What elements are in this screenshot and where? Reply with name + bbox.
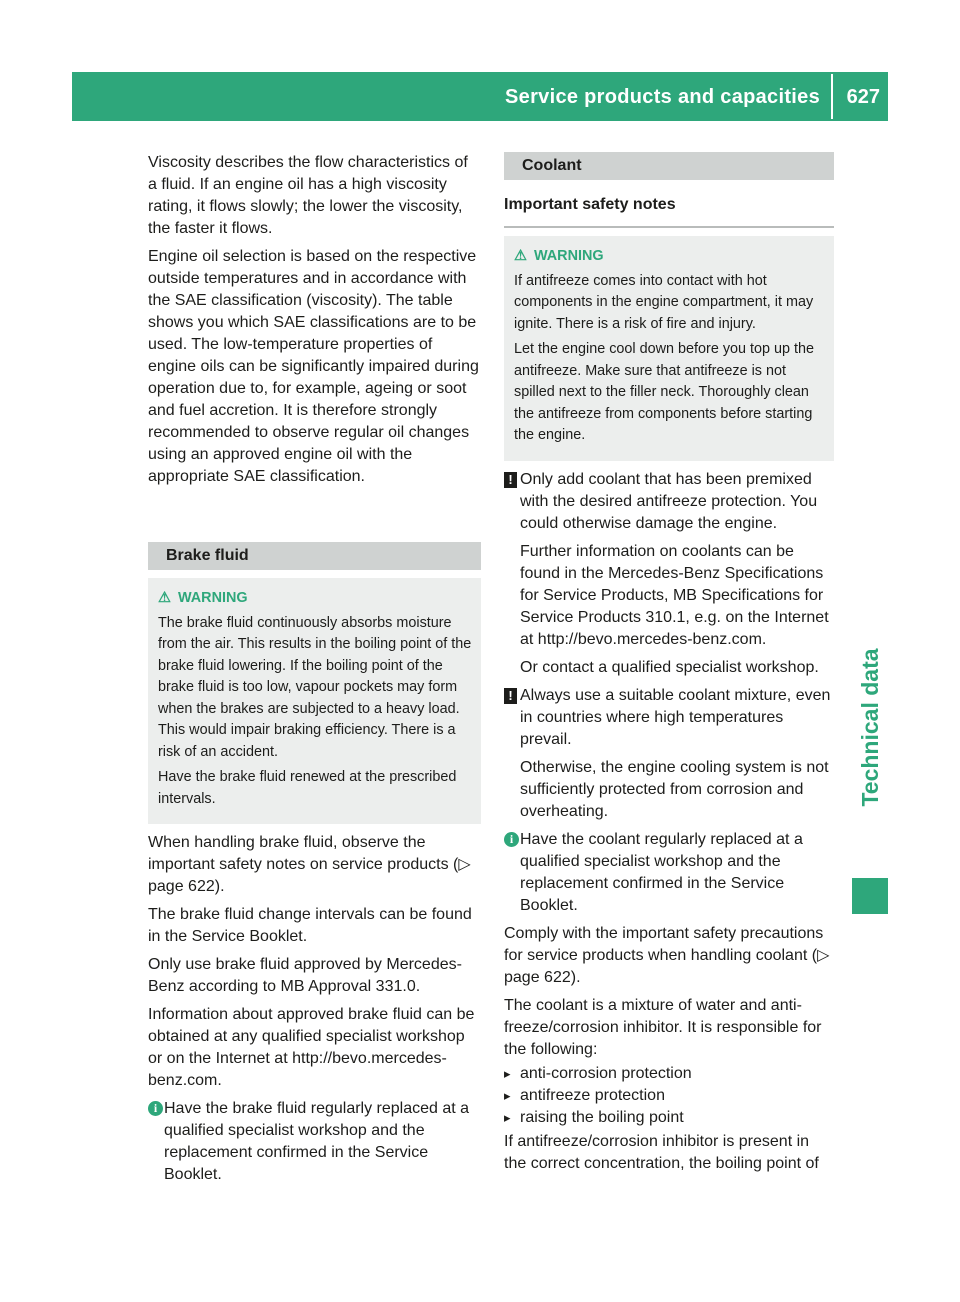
brake-warning-box bbox=[148, 578, 481, 824]
oil-selection-paragraph: Engine oil selection is based on the respective outside temperatures and in accordance with the SAE classification (viscosity). The table shows you which SAE classifications are to be used. The low-temperature properties of engine oils can be significantly impaired during operation due to, for example, ageing or soot and fuel accretion. It is therefore strongly recommended to observe regular oil changes using an approved engine oil with the appropriate SAE classification. bbox=[148, 248, 479, 485]
coolant-safety-paragraph: Comply with the important safety precautions for service products when handling coolant (▷ page 622). bbox=[504, 924, 830, 986]
side-tab bbox=[852, 600, 888, 855]
warning-title bbox=[158, 588, 473, 610]
left-column bbox=[148, 152, 481, 1192]
warning-text: The brake fluid continuously absorbs moisture from the air. This results in the boiling point of the brake fluid lowering. If the boiling point of the brake fluid is too low, vapour pockets may form when the brakes are subjected to a heavy load. This would impair braking efficiency. There is a risk of an accident. bbox=[158, 614, 472, 760]
caution-note bbox=[504, 469, 834, 679]
brake-intervals-paragraph: The brake fluid change intervals can be found in the Service Booklet. bbox=[148, 906, 472, 945]
warning-label: WARNING bbox=[178, 590, 248, 606]
warning-text: Have the brake fluid renewed at the prescribed intervals. bbox=[158, 769, 457, 807]
exclamation-icon: ! bbox=[504, 472, 517, 488]
exclamation-icon: ! bbox=[504, 688, 517, 704]
note-text: Always use a suitable coolant mixture, even in countries where high temperatures prevail. bbox=[520, 686, 831, 748]
warning-text: Let the engine cool down before you top up the antifreeze. Make sure that antifreeze is not spilled next to the filler neck. Thoroughly clean the antifreeze from components before starting the engine. bbox=[514, 341, 815, 443]
info-icon: i bbox=[148, 1101, 163, 1116]
coolant-warning-box bbox=[504, 236, 834, 461]
right-column bbox=[504, 152, 834, 1181]
list-item: ▸ anti-corrosion protection bbox=[504, 1063, 834, 1085]
list-item: ▸ antifreeze protection bbox=[504, 1085, 834, 1107]
brake-approval-paragraph: Only use brake fluid approved by Mercedes-Benz according to MB Approval 331.0. bbox=[148, 956, 462, 995]
header-divider bbox=[831, 74, 833, 119]
note-text: Or contact a qualified specialist workshop. bbox=[520, 658, 819, 676]
warning-triangle-icon: ⚠ bbox=[158, 590, 171, 606]
info-note-text: Have the brake fluid regularly replaced at a qualified specialist workshop and the replacement confirmed in the Service Booklet. bbox=[164, 1100, 470, 1183]
brake-info-paragraph: Information about approved brake fluid can be obtained at any qualified specialist workshop or on the Internet at http://bevo.mercedes-benz.com. bbox=[148, 1006, 475, 1089]
note-text: Only add coolant that has been premixed with the desired antifreeze protection. You could otherwise damage the engine. bbox=[520, 470, 818, 532]
info-note-text: Have the coolant regularly replaced at a qualified specialist workshop and the replacement confirmed in the Service Booklet. bbox=[520, 830, 803, 914]
side-tab-marker bbox=[852, 878, 888, 914]
page-number: 627 bbox=[846, 86, 880, 108]
side-tab-label: Technical data bbox=[857, 648, 883, 807]
coolant-heading: Coolant bbox=[504, 152, 834, 180]
warning-label: WARNING bbox=[534, 248, 604, 264]
concentration-paragraph: If antifreeze/corrosion inhibitor is present in the correct concentration, the boiling point of bbox=[504, 1132, 819, 1172]
viscosity-paragraph: Viscosity describes the flow characteristics of a fluid. If an engine oil has a high viscosity rating, it flows slowly; the lower the viscosity, the faster it flows. bbox=[148, 154, 468, 237]
note-text: Further information on coolants can be found in the Mercedes-Benz Specifications for Service Products, MB Specifications for Service Products 310.1, e.g. on the Internet at http://bevo.mercedes-benz.com. bbox=[520, 542, 829, 648]
brake-fluid-heading: Brake fluid bbox=[148, 542, 481, 570]
info-note bbox=[504, 829, 834, 917]
warning-title bbox=[514, 246, 826, 268]
page-title: Service products and capacities bbox=[505, 86, 820, 108]
list-item: ▸ raising the boiling point bbox=[504, 1107, 834, 1129]
safety-notes-heading: Important safety notes bbox=[504, 194, 834, 228]
note-text: Otherwise, the engine cooling system is not sufficiently protected from corrosion and overheating. bbox=[520, 758, 829, 820]
caution-note bbox=[504, 685, 834, 823]
info-note bbox=[148, 1098, 481, 1186]
coolant-mixture-paragraph: The coolant is a mixture of water and anti-freeze/corrosion inhibitor. It is responsible for the following: bbox=[504, 996, 822, 1058]
info-icon: i bbox=[504, 832, 519, 847]
warning-text: If antifreeze comes into contact with hot components in the engine compartment, it may ignite. There is a risk of fire and injury. bbox=[514, 272, 814, 332]
brake-handling-paragraph: When handling brake fluid, observe the important safety notes on service products (▷ page 622). bbox=[148, 834, 471, 895]
warning-triangle-icon: ⚠ bbox=[514, 248, 527, 264]
header-bar bbox=[72, 72, 888, 121]
